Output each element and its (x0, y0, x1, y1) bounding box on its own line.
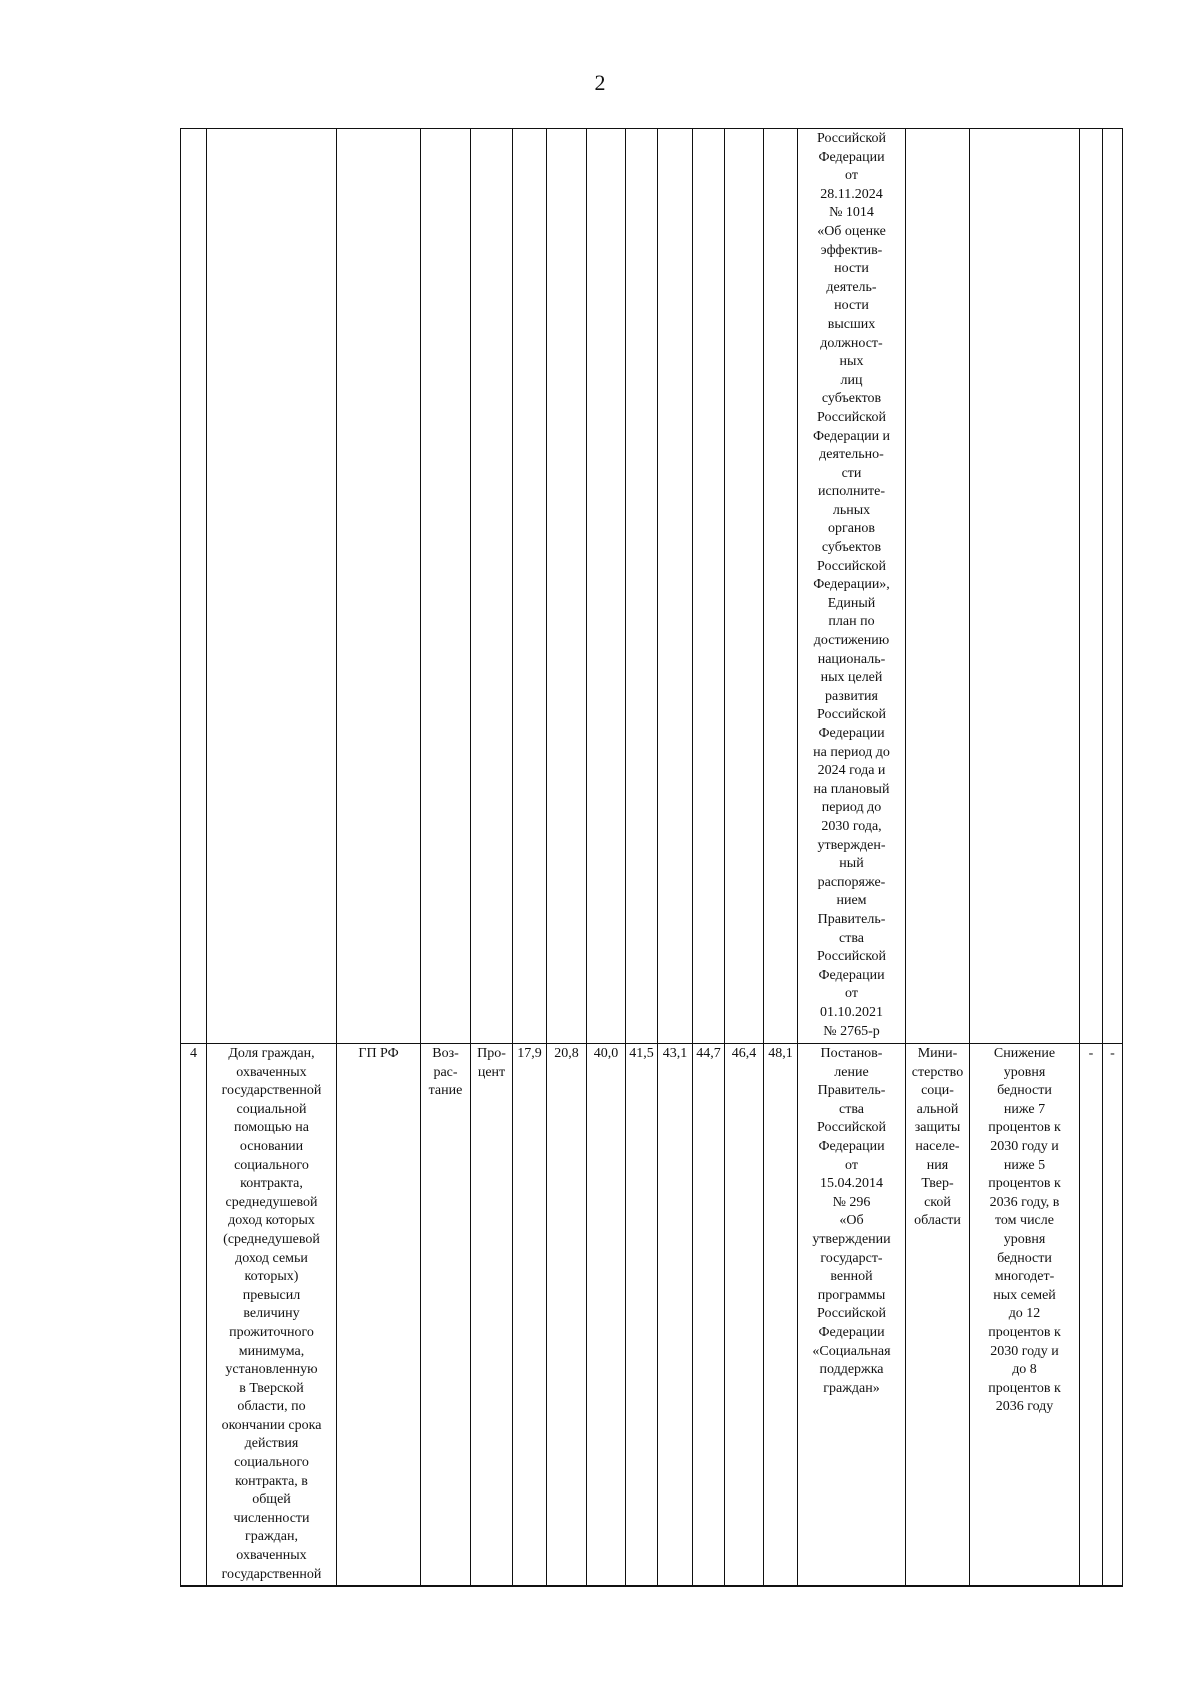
cell-responsible (906, 129, 970, 1044)
page-number: 2 (594, 70, 606, 95)
cell-level: ГП РФ (337, 1044, 421, 1587)
cell-value (725, 129, 764, 1044)
cell-num: 4 (181, 1044, 207, 1587)
cell-value: 46,4 (725, 1044, 764, 1587)
cell-value (513, 129, 547, 1044)
cell-legal-basis: Российской Федерации от 28.11.2024 № 1014 «Об оценке эффектив- ности деятель- ности высших должност- ных лиц субъектов Российской Федерации и деятельно- сти исполните- льных органов субъектов Российской Федерации», Единый план по достижению националь- ных целей развития Российской Федерации на период до 2024 года и на плановый период до 2030 года, утвержден- ный распоряже- нием Правитель- ства Российской Федерации от 01.10.2021 № 2765-р (798, 129, 906, 1044)
table-row-4 (181, 1044, 1123, 1587)
cell-num (181, 129, 207, 1044)
indicators-table (180, 128, 1123, 1587)
cell-extra (1103, 129, 1123, 1044)
cell-value: 43,1 (658, 1044, 693, 1587)
table-row-continuation (181, 129, 1123, 1044)
cell-value (658, 129, 693, 1044)
cell-value (587, 129, 626, 1044)
cell-value (547, 129, 587, 1044)
cell-extra: - (1103, 1044, 1123, 1587)
cell-value: 48,1 (764, 1044, 798, 1587)
cell-responsible: Мини- стерство соци- альной защиты населе- ния Твер- ской области (906, 1044, 970, 1587)
cell-trend: Воз- рас- тание (421, 1044, 471, 1587)
cell-unit: Про- цент (471, 1044, 513, 1587)
cell-value (626, 129, 658, 1044)
cell-value: 40,0 (587, 1044, 626, 1587)
cell-extra (1080, 129, 1103, 1044)
cell-value: 17,9 (513, 1044, 547, 1587)
cell-extra: - (1080, 1044, 1103, 1587)
cell-trend (421, 129, 471, 1044)
cell-goal-link (970, 129, 1080, 1044)
cell-value (693, 129, 725, 1044)
cell-legal-basis: Постанов- ление Правитель- ства Российской Федерации от 15.04.2014 № 296 «Об утверждении государст- венной программы Российской Федерации «Социальная поддержка граждан» (798, 1044, 906, 1587)
cell-value: 20,8 (547, 1044, 587, 1587)
cell-name: Доля граждан, охваченных государственной социальной помощью на основании социального контракта, среднедушевой доход которых (среднедушевой доход семьи которых) превысил величину прожиточного минимума, установленную в Тверской области, по окончании срока действия социального контракта, в общей численности граждан, охваченных государственной (207, 1044, 337, 1587)
cell-value (764, 129, 798, 1044)
cell-unit (471, 129, 513, 1044)
cell-name (207, 129, 337, 1044)
cell-goal-link: Снижение уровня бедности ниже 7 процентов к 2030 году и ниже 5 процентов к 2036 году, в том числе уровня бедности многодет- ных семей до 12 процентов к 2030 году и до 8 процентов к 2036 году (970, 1044, 1080, 1587)
cell-value: 41,5 (626, 1044, 658, 1587)
cell-level (337, 129, 421, 1044)
cell-value: 44,7 (693, 1044, 725, 1587)
